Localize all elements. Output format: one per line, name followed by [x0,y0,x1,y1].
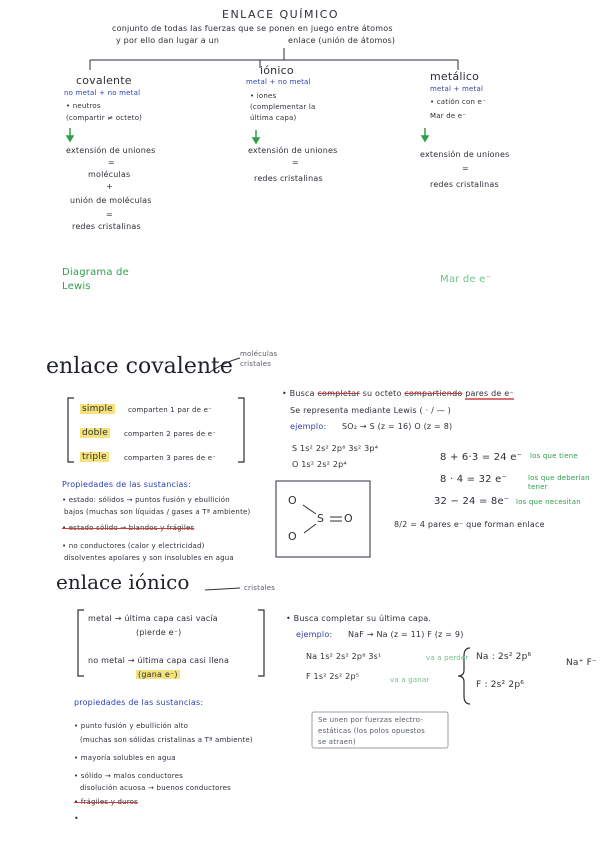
branch-ionico-item-1: (complementar la [250,103,316,111]
ionic-result-na: Na : 2s² 2p⁶ [476,652,532,662]
ionic-bracket-right [258,610,264,676]
page-title: ENLACE QUÍMICO [222,8,340,21]
branch-covalente-sub: no metal + no metal [64,89,141,97]
branch-covalente-item-1: (compartir ≠ octeto) [66,114,143,122]
covalent-rule-1: • Busca completar su octeto compartiendo pares de e⁻ [282,389,514,398]
branch-covalente-plus: + [106,182,113,191]
electrostatic-note-2: se atraen) [318,738,356,746]
ionic-compound: Na⁺ F⁻ [566,658,597,668]
branch-ionico-title: iónico [260,64,294,77]
covalent-rule-2: Se representa mediante Lewis ( · / — ) [290,406,451,415]
branch-covalente-eq1: = [108,158,115,167]
calc-line-1: 8 + 6·3 = 24 e⁻ [440,452,523,463]
ionic-prop-3: • sólido → malos conductores [74,772,184,780]
covalent-prop-4: disolventes apolares y son insolubles en agua [64,554,234,562]
branch-covalente-title: covalente [76,74,132,87]
branch-metalico-item-0: • catión con e⁻ [430,98,486,106]
branch-covalente-mol: moléculas [88,170,131,179]
branch-ionico-redes: redes cristalinas [254,174,323,183]
config-oxygen: O 1s² 2s² 2p⁴ [292,460,347,469]
bond-type-doble-desc: comparten 2 pares de e⁻ [124,430,217,438]
calc-line-2-note: los que deberían tener [528,474,590,491]
config-sulfur: S 1s² 2s² 2p⁶ 3s² 3p⁴ [292,444,379,453]
ionic-trailing-bullet: • [74,814,79,823]
config-fluorine: F 1s² 2s² 2p⁵ [306,672,360,681]
branch-ionico-eq: = [292,158,299,167]
ionic-prop-5: • frágiles y duros [74,798,138,806]
covalent-prop-1: bajos (muchas son líquidas / gases a Tª ambiente) [64,508,251,516]
bond-type-triple: triple [82,452,107,462]
ionic-prop-1: (muchas son sólidas cristalinas a Tª ambiente) [80,736,253,744]
ionic-prop-0: • punto fusión y ebullición alto [74,722,189,730]
calc-line-1-note: los que tiene [530,452,578,460]
covalent-side-note-1: cristales [240,360,272,368]
ionic-prop-2: • mayoría solubles en agua [74,754,176,762]
branch-metalico-ext: extensión de uniones [420,150,510,159]
config-sodium: Na 1s² 2s² 2p⁶ 3s¹ [306,652,382,661]
covalent-example: SO₂ → S (z = 16) O (z = 8) [342,422,453,431]
branch-ionico-item-0: • iones [250,92,277,100]
covalent-example-label: ejemplo: [290,422,327,431]
ionic-side-note: cristales [244,584,276,592]
covalent-types-bracket-right [238,398,244,462]
bond-type-simple: simple [82,404,113,414]
definition-line-2: y por ello dan lugar a un [116,36,220,45]
branch-covalente-union: unión de moléculas [70,196,152,205]
branch-covalente-ext: extensión de uniones [66,146,156,155]
config-sodium-note: va a perder [426,654,469,662]
ionic-heading: enlace iónico [56,570,190,594]
electrostatic-note-1: estáticas (los polos opuestos [318,727,425,735]
mar-electrones-label: Mar de e⁻ [440,274,491,285]
calc-pairs: 8/2 = 4 pares e⁻ que forman enlace [394,520,545,529]
branch-ionico-item-2: última capa) [250,114,297,122]
calc-line-3-note: los que necesitan [516,498,581,506]
branch-metalico-item-1: Mar de e⁻ [430,112,467,120]
covalent-prop-3: • no conductores (calor y electricidad) [62,542,205,550]
electrostatic-note-0: Se unen por fuerzas electro- [318,716,423,724]
ionic-metal-sub: (pierde e⁻) [136,628,182,637]
covalent-heading: enlace covalente [46,354,233,379]
ionic-prop-4: disolución acuosa → buenos conductores [80,784,231,792]
ionic-heading-dash [205,588,240,590]
ionic-nometal-sub: (gana e⁻) [138,670,178,679]
covalent-prop-2: • estado sólido → blandos y frágiles [62,524,195,532]
ionic-bracket-left [78,610,84,676]
branch-ionico-ext: extensión de uniones [248,146,338,155]
ionic-nometal-line: no metal → última capa casi llena [88,656,230,665]
bond-type-triple-desc: comparten 3 pares de e⁻ [124,454,217,462]
calc-line-3: 32 − 24 = 8e⁻ [434,496,510,507]
lewis-atom-o1: O [288,494,297,507]
lewis-bond-2 [304,524,316,533]
bond-type-doble: doble [82,428,108,438]
branch-metalico-eq: = [462,164,469,173]
definition-line-1: conjunto de todas las fuerzas que se ponen en juego entre átomos [112,24,393,33]
config-fluorine-note: va a ganar [390,676,430,684]
calc-line-2: 8 · 4 = 32 e⁻ [440,474,507,485]
ionic-rule: • Busca completar su última capa. [286,614,432,623]
covalent-types-bracket-left [68,398,74,462]
covalent-side-note-0: moléculas [240,350,278,358]
branch-metalico-redes: redes cristalinas [430,180,499,189]
branch-covalente-item-0: • neutros [66,102,101,110]
ionic-example: NaF → Na (z = 11) F (z = 9) [348,630,464,639]
branch-metalico-title: metálico [430,70,480,83]
covalent-prop-0: • estado: sólidos → puntos fusión y ebullición [62,496,230,504]
ionic-example-label: ejemplo: [296,630,333,639]
lewis-atom-o1b: O [288,530,297,543]
lewis-atom-o2: O [344,512,353,525]
covalent-props-title: Propiedades de las sustancias: [62,480,191,489]
lewis-diagram-label: Diagrama de Lewis [62,267,129,292]
bond-type-simple-desc: comparten 1 par de e⁻ [128,406,212,414]
ionic-metal-line: metal → última capa casi vacía [88,614,218,623]
definition-line-2b: enlace (unión de átomos) [288,36,396,45]
lewis-bond-1 [303,505,316,514]
branch-metalico-sub: metal + metal [430,85,484,93]
branch-covalente-eq2: = [106,210,113,219]
ionic-result-f: F : 2s² 2p⁶ [476,680,525,690]
branch-ionico-sub: metal + no metal [246,78,311,86]
lewis-atom-s: S [317,512,325,525]
green-arrows [67,128,428,143]
ionic-props-title: propiedades de las sustancias: [74,698,204,707]
branch-covalente-redes: redes cristalinas [72,222,141,231]
